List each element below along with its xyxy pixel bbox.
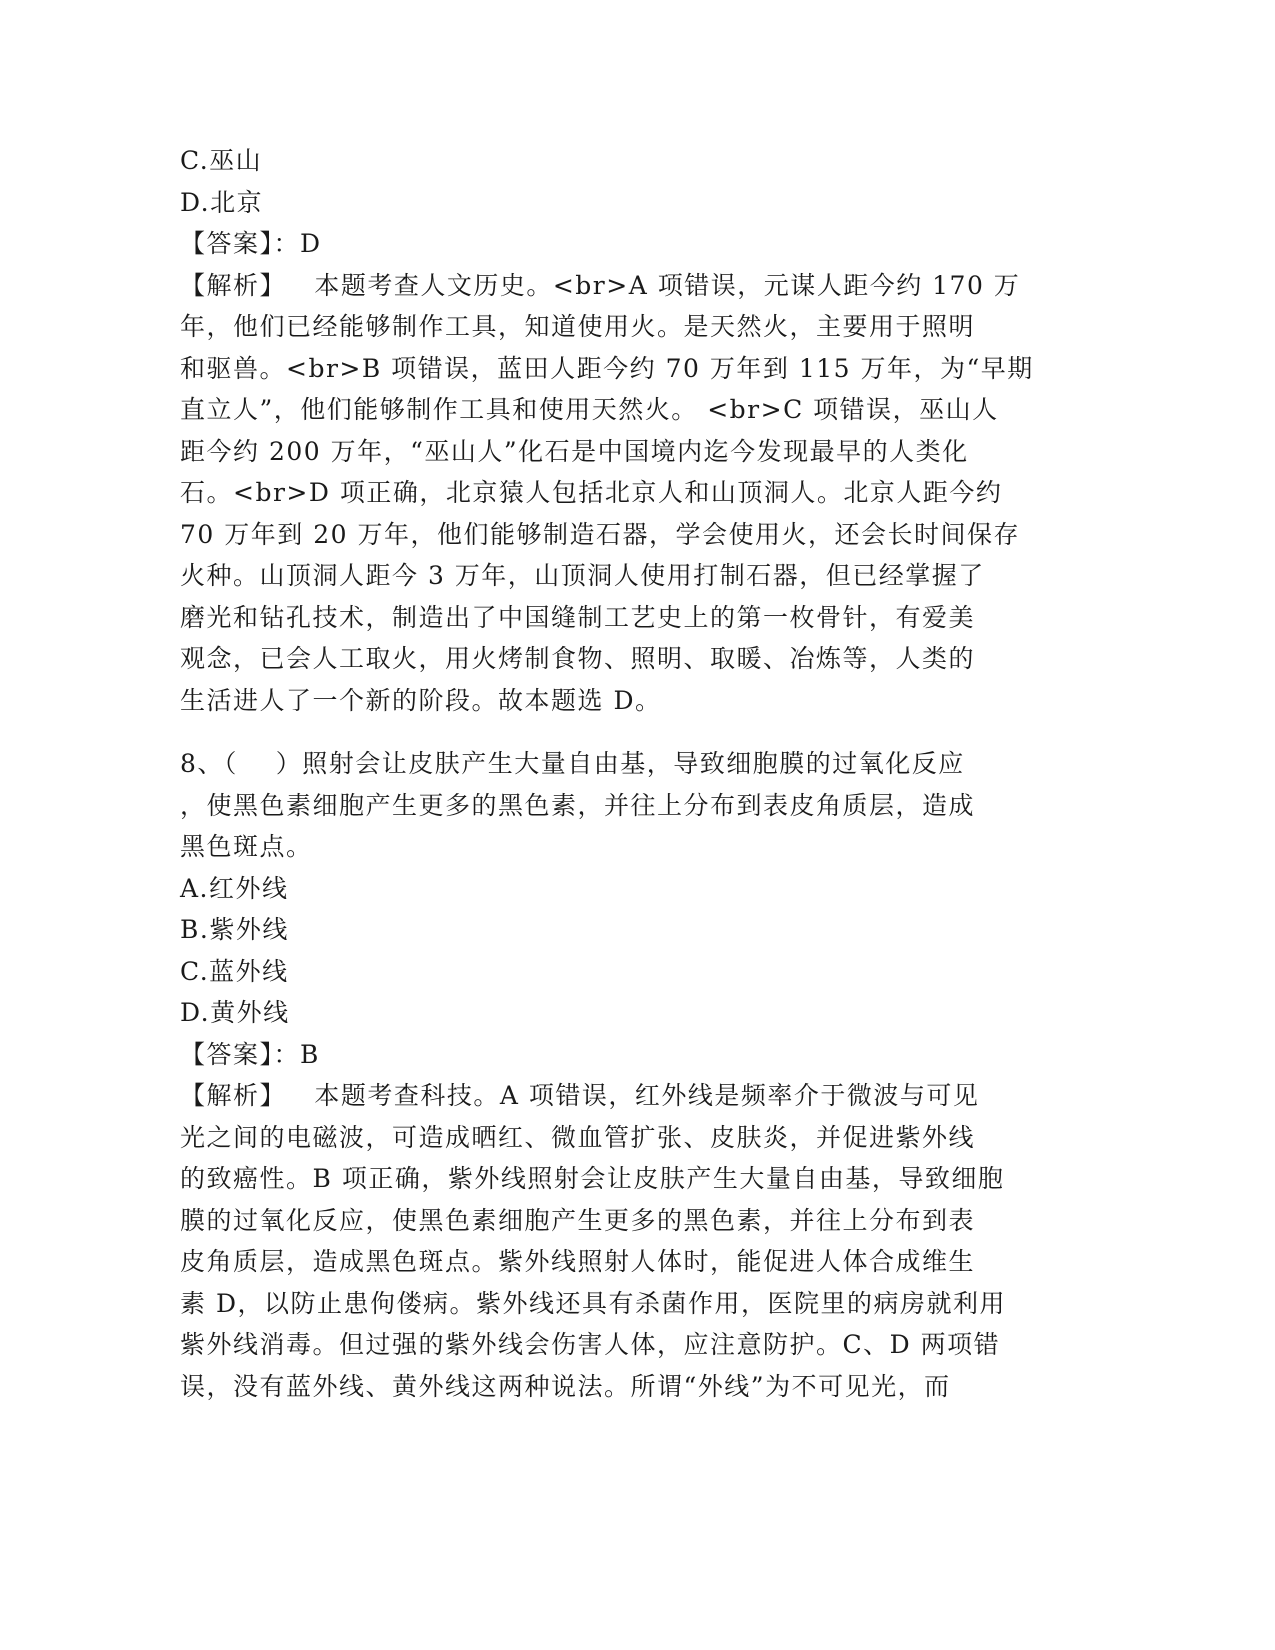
answer-line: 【答案】：B bbox=[180, 1039, 320, 1069]
analysis-line: 观念，已会人工取火，用火烤制食物、照明、取暖、冶炼等，人类的 bbox=[180, 644, 976, 673]
analysis-line: 光之间的电磁波，可造成晒红、微血管扩张、皮肤炎，并促进紫外线 bbox=[180, 1122, 976, 1152]
question-stem bbox=[180, 743, 1035, 868]
analysis-line: 的致癌性。B 项正确，紫外线照射会让皮肤产生大量自由基，导致细胞 bbox=[180, 1164, 1005, 1193]
question-8 bbox=[180, 743, 1035, 1407]
stem-line: 8、（ ）照射会让皮肤产生大量自由基，导致细胞膜的过氧化反应 bbox=[180, 749, 965, 778]
question-7-continued bbox=[180, 140, 1035, 721]
option-a: A.红外线 bbox=[180, 873, 289, 903]
option-c: C.巫山 bbox=[180, 146, 263, 175]
analysis-line: 皮角质层，造成黑色斑点。紫外线照射人体时，能促进人体合成维生 bbox=[180, 1247, 976, 1276]
analysis-line: 火种。山顶洞人距今 3 万年，山顶洞人使用打制石器，但已经掌握了 bbox=[180, 561, 985, 590]
analysis-block bbox=[180, 1075, 1035, 1407]
analysis-line: 直立人”，他们能够制作工具和使用天然火。 <br>C 项错误，巫山人 bbox=[180, 395, 999, 424]
option-d: D.北京 bbox=[180, 187, 264, 217]
answer-line: 【答案】：D bbox=[180, 229, 322, 258]
document-page bbox=[180, 140, 1035, 1407]
option-c: C.蓝外线 bbox=[180, 956, 289, 986]
analysis-line: 误，没有蓝外线、黄外线这两种说法。所谓“外线”为不可见光，而 bbox=[180, 1371, 951, 1401]
analysis-line: 【解析】 本题考查科技。A 项错误，红外线是频率介于微波与可见 bbox=[180, 1081, 980, 1110]
analysis-line: 年，他们已经能够制作工具，知道使用火。是天然火，主要用于照明 bbox=[180, 312, 976, 341]
analysis-block bbox=[180, 265, 1035, 722]
analysis-line: 距今约 200 万年，“巫山人”化石是中国境内迄今发现最早的人类化 bbox=[180, 436, 969, 466]
option-b: B.紫外线 bbox=[180, 915, 289, 944]
analysis-line: 70 万年到 20 万年，他们能够制造石器，学会使用火，还会长时间保存 bbox=[180, 519, 1020, 549]
analysis-line: 膜的过氧化反应，使黑色素细胞产生更多的黑色素，并往上分布到表 bbox=[180, 1205, 976, 1235]
analysis-line: 紫外线消毒。但过强的紫外线会伤害人体，应注意防护。C、D 两项错 bbox=[180, 1330, 1001, 1359]
analysis-line: 磨光和钻孔技术，制造出了中国缝制工艺史上的第一枚骨针，有爱美 bbox=[180, 602, 976, 632]
stem-line: 黑色斑点。 bbox=[180, 832, 313, 861]
analysis-line: 和驱兽。<br>B 项错误，蓝田人距今约 70 万年到 115 万年，为“早期 bbox=[180, 353, 1034, 383]
option-d: D.黄外线 bbox=[180, 998, 290, 1027]
analysis-line: 生活进人了一个新的阶段。故本题选 D。 bbox=[180, 685, 662, 715]
stem-line: ，使黑色素细胞产生更多的黑色素，并往上分布到表皮角质层，造成 bbox=[180, 790, 976, 820]
question-spacer bbox=[180, 721, 1035, 743]
analysis-line: 素 D，以防止患佝偻病。紫外线还具有杀菌作用，医院里的病房就利用 bbox=[180, 1288, 1006, 1318]
analysis-line: 【解析】 本题考查人文历史。<br>A 项错误，元谋人距今约 170 万 bbox=[180, 270, 1021, 300]
analysis-line: 石。<br>D 项正确，北京猿人包括北京人和山顶洞人。北京人距今约 bbox=[180, 478, 1003, 507]
